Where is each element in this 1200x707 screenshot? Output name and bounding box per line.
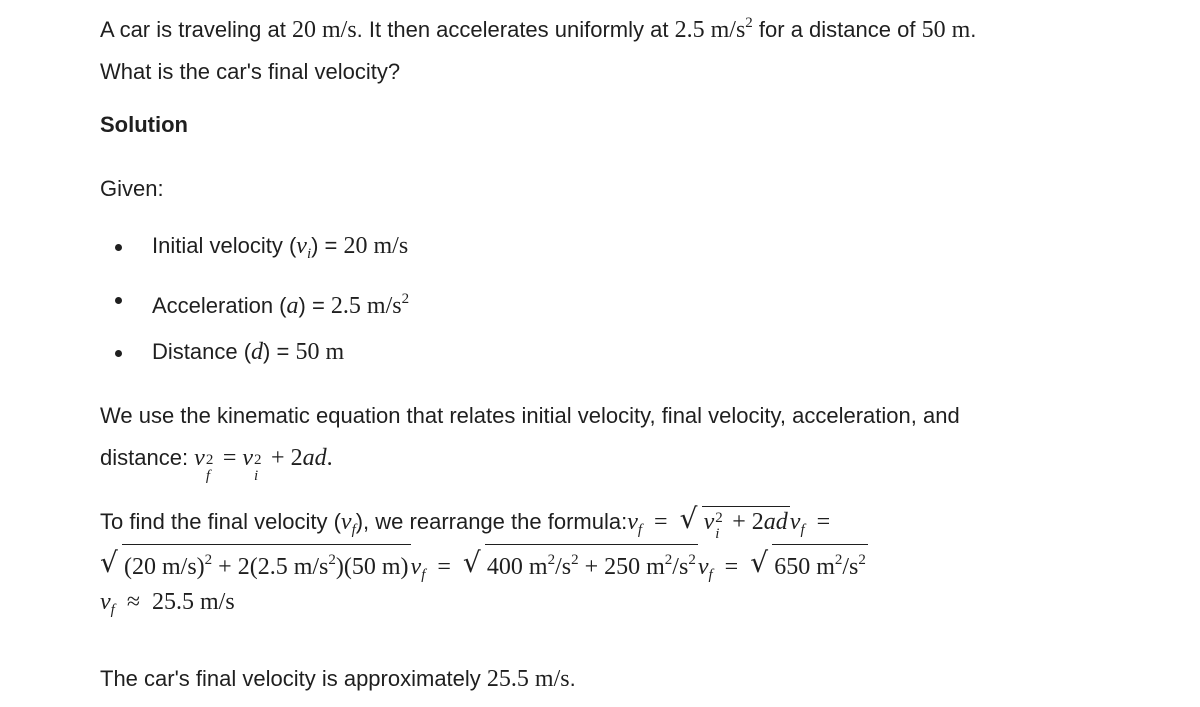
equation-intro-line1: We use the kinematic equation that relates initial velocity, final velocity, acceleration, and xyxy=(100,403,960,428)
given-item-equals: ) = xyxy=(311,233,344,258)
given-item-label: Initial velocity ( xyxy=(152,233,297,258)
problem-text-1: A car is traveling at xyxy=(100,17,292,42)
approximate-result: $v_f \approx 25.5$ m/s xyxy=(100,589,235,618)
initial-speed-value: 20 m/s xyxy=(291,17,357,43)
given-item-label: Acceleration ( xyxy=(152,293,287,318)
problem-question: What is the car's final velocity? xyxy=(100,59,401,84)
problem-text-4: . xyxy=(970,17,977,42)
conclusion-text: The car's final velocity is approximately xyxy=(100,666,487,691)
rearranged-formula: $v_f$ = √ v 2 i + 2adv$_f$ = xyxy=(627,502,831,542)
given-list xyxy=(100,226,409,385)
rearrange-text-1: To find the final velocity ( xyxy=(100,509,341,534)
vf-symbol: $v_f$ xyxy=(340,509,356,538)
kinematic-equation: v 2 f = v 2 i + 2ad. xyxy=(194,445,333,484)
bullet-icon xyxy=(115,297,122,304)
list-item xyxy=(100,279,409,332)
given-item-value: 20 m/s xyxy=(343,233,409,259)
given-item-symbol: a xyxy=(286,293,299,319)
conclusion xyxy=(100,658,576,700)
list-item xyxy=(100,332,409,385)
acceleration-value: 2.5 m/s xyxy=(674,17,746,43)
distance-value: 50 m xyxy=(921,17,971,43)
given-item-equals: ) = xyxy=(298,293,331,318)
equation-intro-line2: distance: xyxy=(100,445,195,470)
bullet-icon xyxy=(115,350,122,357)
substitution-formula: √ (20 m/s)$^2$ + 2(2.5 $m/s^2)(50$ $m)v_f$ = √ 400 $m^2/s^2 + 250$ $m^2/s^2v_f$ = √ 650 $m^2/s^2$ xyxy=(100,546,866,583)
given-item-equals: ) = xyxy=(263,339,296,364)
rearrange-text-2: ), we rearrange the formula: xyxy=(355,509,628,534)
given-label: Given: xyxy=(100,176,164,201)
given-item-value: 50 m xyxy=(295,339,345,365)
conclusion-period: . xyxy=(569,666,576,691)
acceleration-exponent: 2 xyxy=(745,15,753,31)
equation-intro xyxy=(100,395,960,484)
derivation-line-1 xyxy=(100,500,1190,544)
given-item-symbol: v xyxy=(296,233,307,259)
problem-statement xyxy=(100,2,976,93)
solution-heading: Solution xyxy=(100,112,188,137)
given-item-symbol: d xyxy=(251,339,264,365)
problem-text-3: for a distance of xyxy=(752,17,922,42)
bullet-icon xyxy=(115,244,122,251)
given-item-exponent: 2 xyxy=(401,291,410,307)
given-item-value: 2.5 m/s xyxy=(330,293,402,319)
final-velocity-value: 25.5 m/s xyxy=(486,666,570,692)
problem-text-2: . It then accelerates uniformly at xyxy=(356,17,675,42)
given-item-label: Distance ( xyxy=(152,339,252,364)
derivation-block xyxy=(100,500,1190,624)
given-item-subscript: i xyxy=(306,246,312,262)
list-item xyxy=(100,226,409,279)
